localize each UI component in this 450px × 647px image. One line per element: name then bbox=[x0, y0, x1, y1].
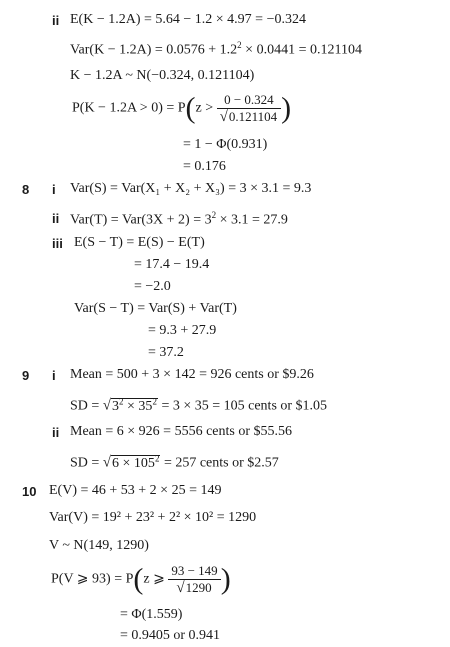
q7-expectation-line: E(K − 1.2A) = 5.64 − 1.2 × 4.97 = −0.324 bbox=[70, 12, 306, 27]
q9-part-i-sd bbox=[70, 396, 327, 415]
q9-part-ii-mean: Mean = 6 × 926 = 5556 cents or $55.56 bbox=[70, 424, 292, 439]
q8-part-ii-label: ii bbox=[52, 211, 60, 226]
q7-variance-part-b: × 0.0441 = 0.121104 bbox=[241, 42, 362, 58]
q10-fraction-numerator: 93 − 149 bbox=[168, 563, 220, 580]
q7-step-phi: = 1 − Φ(0.931) bbox=[183, 137, 268, 152]
q9-part-i-mean: Mean = 500 + 3 × 142 = 926 cents or $9.26 bbox=[70, 367, 314, 382]
q7-close-paren: ) bbox=[281, 91, 292, 125]
q7-sqrt-radicand: 0.121104 bbox=[228, 109, 278, 124]
q8-number: 8 bbox=[22, 182, 30, 197]
q8-part-ii-exponent: 2 bbox=[211, 210, 217, 220]
q9-part-i-rad-exp1: 2 bbox=[119, 396, 124, 406]
q7-fraction bbox=[217, 92, 282, 125]
q10-open-paren: ( bbox=[133, 562, 144, 596]
q10-variance-line: Var(V) = 19² + 23² + 2² × 10² = 1290 bbox=[49, 510, 257, 525]
q7-fraction-denominator bbox=[217, 109, 282, 125]
q8-variance-line: Var(S − T) = Var(S) + Var(T) bbox=[74, 301, 237, 316]
q9-part-i-radicand bbox=[111, 398, 158, 414]
q10-z-condition: z ⩾ bbox=[143, 571, 165, 587]
q8-expectation-line: E(S − T) = E(S) − E(T) bbox=[74, 235, 205, 250]
q10-result: = 0.9405 or 0.941 bbox=[120, 628, 221, 643]
q9-part-ii-label: ii bbox=[52, 425, 60, 440]
q9-part-ii-sd-rhs: = 257 cents or $2.57 bbox=[160, 455, 279, 471]
q10-probability-lhs: P(V ⩾ 93) = P bbox=[51, 571, 134, 587]
q7-open-paren: ( bbox=[185, 91, 196, 125]
q9-number: 9 bbox=[22, 368, 30, 383]
q9-part-ii-rad: 6 × 105 bbox=[112, 455, 155, 471]
q10-probability-line bbox=[51, 563, 231, 596]
q8-part-ii-line bbox=[70, 210, 288, 229]
q8-part-i-line: Var(S) = Var(X₁ + X₂ + X₃) = 3 × 3.1 = 9.3 bbox=[70, 181, 312, 196]
q9-part-i-rad-a: 3 bbox=[112, 398, 120, 414]
q9-part-ii-sqrt-icon: √ bbox=[102, 454, 112, 471]
q8-expectation-step: = 17.4 − 19.4 bbox=[134, 257, 210, 272]
q10-distribution-line: V ~ N(149, 1290) bbox=[49, 538, 149, 553]
q7-variance-exponent: 2 bbox=[237, 40, 242, 50]
q9-part-ii-radicand bbox=[111, 455, 160, 471]
q9-part-ii-rad-exp: 2 bbox=[154, 453, 160, 463]
q10-step-phi: = Φ(1.559) bbox=[120, 607, 183, 622]
q7-fraction-numerator: 0 − 0.324 bbox=[217, 92, 282, 109]
q10-close-paren: ) bbox=[220, 562, 231, 596]
q9-part-i-rad-exp2: 2 bbox=[152, 396, 157, 406]
q10-sqrt-icon: √ bbox=[176, 580, 185, 596]
q10-sqrt-radicand: 1290 bbox=[185, 580, 212, 595]
q9-part-i-sqrt-icon: √ bbox=[102, 397, 112, 414]
q8-part-ii-b: × 3.1 = 27.9 bbox=[216, 212, 288, 228]
q9-part-ii-sd-lhs: SD = bbox=[70, 455, 100, 471]
q7-variance-part-a: Var(K − 1.2A) = 0.0576 + 1.2 bbox=[70, 42, 238, 58]
q10-fraction-denominator bbox=[168, 580, 220, 596]
q9-part-i-sd-rhs: = 3 × 35 = 105 cents or $1.05 bbox=[157, 398, 328, 414]
q7-z-condition: z > bbox=[195, 100, 214, 116]
q8-part-iii-label: iii bbox=[52, 236, 63, 251]
q8-expectation-result: = −2.0 bbox=[134, 279, 171, 294]
q7-result: = 0.176 bbox=[183, 159, 226, 174]
q8-variance-result: = 37.2 bbox=[148, 345, 184, 360]
q9-part-ii-sd bbox=[70, 453, 279, 472]
q10-expectation-line: E(V) = 46 + 53 + 2 × 25 = 149 bbox=[49, 483, 222, 498]
q7-probability-line bbox=[72, 92, 291, 125]
q7-part-ii-label: ii bbox=[52, 13, 60, 28]
q7-variance-line bbox=[70, 40, 362, 59]
q10-fraction bbox=[168, 563, 220, 596]
q8-part-ii-a: Var(T) = Var(3X + 2) = 3 bbox=[70, 212, 212, 228]
q7-sqrt-icon: √ bbox=[219, 109, 228, 125]
q8-variance-step: = 9.3 + 27.9 bbox=[148, 323, 217, 338]
q8-part-i-label: i bbox=[52, 182, 56, 197]
q7-probability-lhs: P(K − 1.2A > 0) = P bbox=[72, 100, 186, 116]
q9-part-i-rad-b: × 35 bbox=[123, 398, 153, 414]
q9-part-i-sd-lhs: SD = bbox=[70, 398, 100, 414]
q10-number: 10 bbox=[22, 484, 37, 499]
q7-distribution-line: K − 1.2A ~ N(−0.324, 0.121104) bbox=[70, 68, 255, 83]
q9-part-i-label: i bbox=[52, 368, 56, 383]
